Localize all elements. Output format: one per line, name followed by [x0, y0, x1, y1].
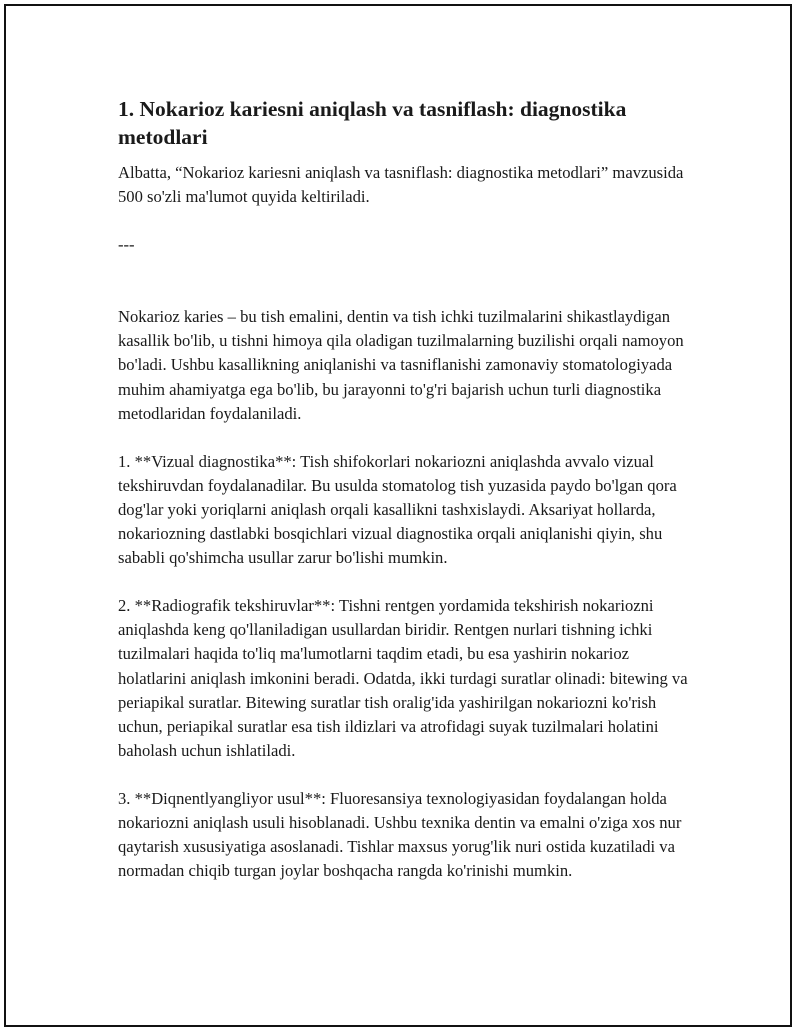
body-paragraph-fluorescence: 3. **Diqnentlyangliyor usul**: Fluoresansiya texnologiyasidan foydalangan holda nokariozni aniqlash usuli hisoblanadi. Ushbu texnika dentin va emalni o'ziga xos nur qaytarish xususiyatiga asoslanadi. Tishlar maxsus yorug'lik nuri ostida kuzatiladi va normadan chiqib turgan joylar boshqacha rangda ko'rinishi mumkin. [118, 788, 682, 881]
body-paragraph-overview: Nokarioz karies – bu tish emalini, dentin va tish ichki tuzilmalarini shikastlaydigan kasallik bo'lib, u tishni himoya qila oladigan tuzilmalarning buzilishi orqali namoyon bo'ladi. Ushbu kasallikning aniqlanishi va tasniflanishi zamonaviy stomatologiyada muhim ahamiyatga ega bo'lib, bu jarayonni to'g'ri bajarish uchun turli diagnostika metodlaridan foydalaniladi. [118, 307, 684, 423]
spacer [118, 209, 688, 233]
spacer [118, 426, 688, 450]
spacer [118, 281, 688, 305]
spacer [118, 257, 688, 281]
intro-paragraph: Albatta, “Nokarioz kariesni aniqlash va tasniflash: diagnostika metodlari” mavzusida 500 so'zli ma'lumot quyida keltiriladi. [118, 163, 684, 207]
spacer [118, 763, 688, 787]
spacer [118, 570, 688, 594]
separator-line: --- [118, 235, 135, 255]
document-body [118, 95, 688, 883]
body-paragraph-radiographic: 2. **Radiografik tekshiruvlar**: Tishni rentgen yordamida tekshirish nokariozni aniqlashda keng qo'llaniladigan usullardan biridir. Rentgen nurlari tishning ichki tuzilmalari haqida to'liq ma'lumotlarni taqdim etadi, bu esa yashirin nokarioz holatlarini aniqlash imkonini beradi. Odatda, ikki turdagi suratlar olinadi: bitewing va periapikal suratlar. Bitewing suratlar tish oralig'ida yashirilgan nokariozni ko'rish uchun, periapikal suratlar esa tish ildizlari va atrofidagi suyak tuzilmalari holatini baholash uchun ishlatiladi. [118, 596, 688, 760]
body-paragraph-visual: 1. **Vizual diagnostika**: Tish shifokorlari nokariozni aniqlashda avvalo vizual tekshiruvdan foydalanadilar. Bu usulda stomatolog tish yuzasida paydo bo'lgan qora dog'lar yoki yoriqlarni aniqlash orqali kasallikni tashxislaydi. Aksariyat hollarda, nokariozning dastlabki bosqichlari vizual diagnostika orqali aniqlanishi qiyin, shu sababli qo'shimcha usullar zarur bo'lishi mumkin. [118, 451, 677, 568]
document-title: 1. Nokarioz kariesni aniqlash va tasniflash: diagnostika metodlari [118, 97, 627, 149]
